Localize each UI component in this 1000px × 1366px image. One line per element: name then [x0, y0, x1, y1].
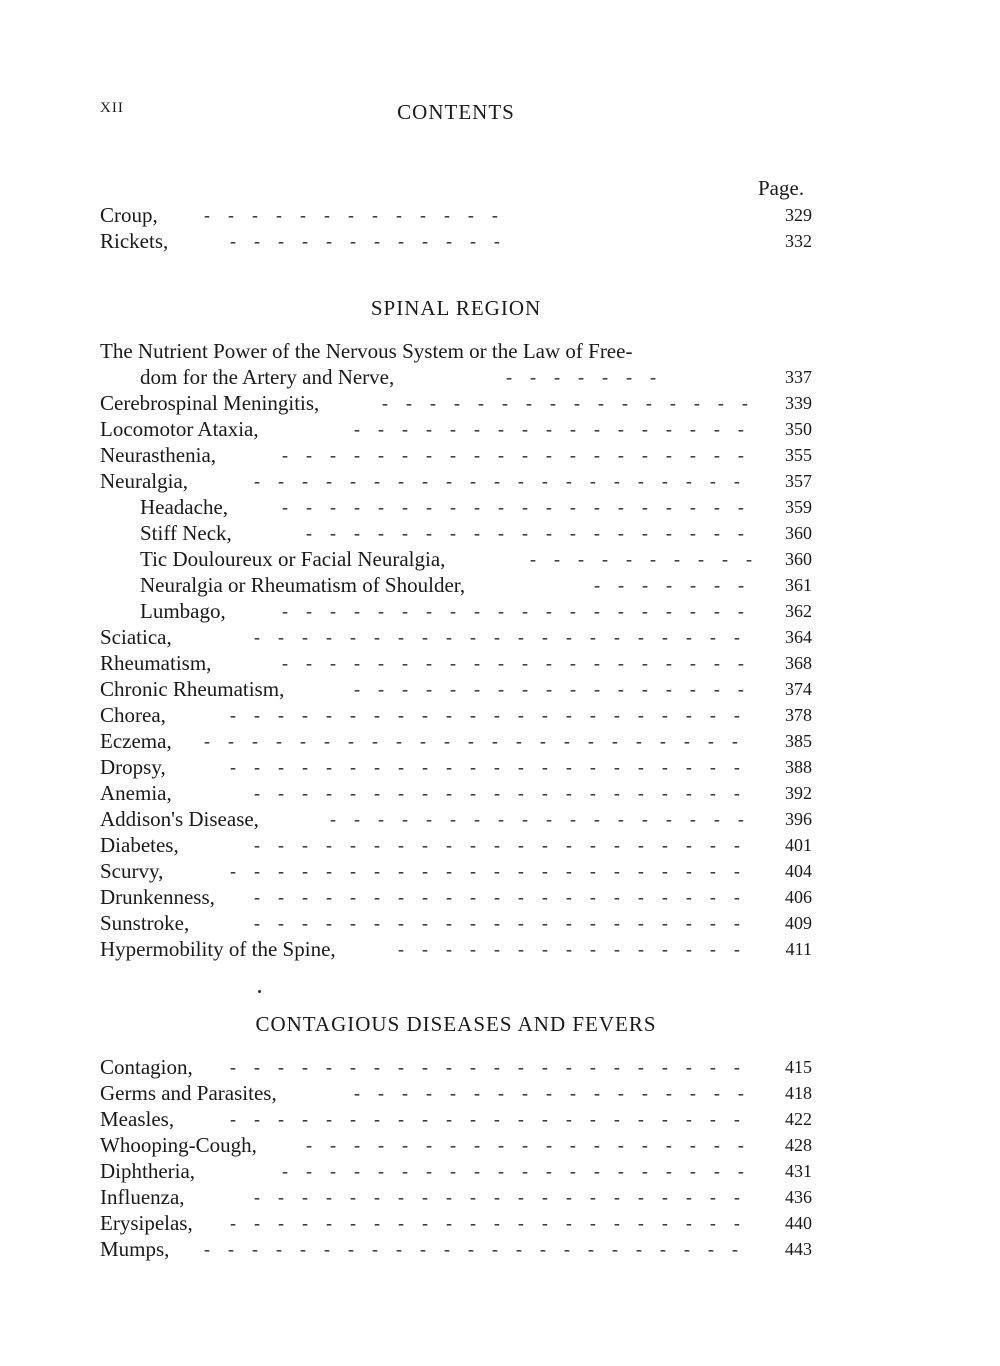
dot-leader: - - - - - - - - - - - - - - - - - - - - — [282, 1161, 744, 1181]
dot-leader: - - - - - - - - - - - - - - - - - - - - — [282, 601, 744, 621]
entry-page: 361 — [785, 575, 812, 595]
entry-page: 364 — [785, 627, 812, 647]
dot-leader: - - - - - - - — [594, 575, 744, 595]
entry-title: Croup, — [100, 203, 158, 227]
dot-leader: - - - - - - - - - - - - - - - - - - - - - - - — [204, 731, 738, 751]
dot-leader: - - - - - - - - - - - - - - - - - - - - - — [254, 783, 740, 803]
entry-page: 368 — [785, 653, 812, 673]
page-folio: XII — [100, 100, 124, 116]
toc-entry — [100, 728, 812, 754]
toc-entry — [100, 442, 812, 468]
entry-page: 329 — [785, 205, 812, 225]
dot-leader: - - - - - - - - - - - - - - - - - — [354, 419, 744, 439]
entry-page: 357 — [785, 471, 812, 491]
toc-entry — [100, 598, 812, 624]
toc-entry — [100, 676, 812, 702]
entry-title: Germs and Parasites, — [100, 1081, 277, 1105]
entry-title: Drunkenness, — [100, 885, 215, 909]
entry-title: Cerebrospinal Meningitis, — [100, 391, 320, 415]
entry-page: 378 — [785, 705, 812, 725]
entry-page: 350 — [785, 419, 812, 439]
dot-leader: - - - - - - - - - - — [530, 549, 752, 569]
toc-entry — [100, 416, 812, 442]
toc-entry — [100, 1158, 812, 1184]
dot-leader: - - - - - - - - - - - - - - - - - - - - - - — [230, 757, 740, 777]
dot-leader: - - - - - - - - - - - - - - - - - - - - - - — [230, 1057, 740, 1077]
dot-leader: - - - - - - - - - - - - - - - - - - - - - — [254, 913, 740, 933]
toc-entry — [100, 364, 812, 390]
entry-title: Locomotor Ataxia, — [100, 417, 259, 441]
entry-page: 436 — [785, 1187, 812, 1207]
entry-title: Chronic Rheumatism, — [100, 677, 285, 701]
entry-title: Measles, — [100, 1107, 175, 1131]
toc-entry — [100, 390, 812, 416]
toc-entry — [100, 1132, 812, 1158]
entry-page: 332 — [785, 231, 812, 251]
toc-entry — [100, 624, 812, 650]
entry-title: Diabetes, — [100, 833, 179, 857]
entry-title: Rickets, — [100, 229, 169, 253]
toc-entry — [100, 702, 812, 728]
entry-page: 401 — [785, 835, 812, 855]
dot-leader: - - - - - - - - - - - - - - - - - - - - - - - — [204, 1239, 738, 1259]
toc-entry — [100, 780, 812, 806]
dot-leader: - - - - - - - - - - - - - - - - - - - - - — [254, 887, 740, 907]
dot-leader: - - - - - - - - - - - - - - - - - - - - - - — [230, 705, 740, 725]
dot-leader: - - - - - - - - - - - - - - - - - - - - - — [254, 835, 740, 855]
entry-page: 388 — [785, 757, 812, 777]
entry-page: 409 — [785, 913, 812, 933]
section-heading-spinal: SPINAL REGION — [370, 296, 542, 320]
dot-leader: - - - - - - - - - - - - - - - - - - - - — [282, 653, 744, 673]
toc-entry — [100, 650, 812, 676]
entry-title: Contagion, — [100, 1055, 193, 1079]
dot-leader: - - - - - - - - - - - - - - - - - - - - — [282, 497, 744, 517]
dot-leader: - - - - - - - - - - - - - - - - - - - - - - — [230, 1109, 740, 1129]
entry-page: 355 — [785, 445, 812, 465]
entry-title: Chorea, — [100, 703, 166, 727]
toc-entry — [100, 520, 812, 546]
entry-title: Sunstroke, — [100, 911, 190, 935]
entry-page: 443 — [785, 1239, 812, 1259]
dot-leader: - - - - - - - - - - - - - - - - - - - - - - — [230, 861, 740, 881]
running-head — [100, 100, 812, 130]
entry-title: Scurvy, — [100, 859, 164, 883]
toc-entry — [100, 202, 812, 228]
entry-title: Addison's Disease, — [100, 807, 259, 831]
toc-entry — [100, 1106, 812, 1132]
entry-title: Headache, — [140, 495, 229, 519]
entry-page: 339 — [785, 393, 812, 413]
toc-entry — [100, 468, 812, 494]
entry-page: 418 — [785, 1083, 812, 1103]
entry-title: Stiff Neck, — [140, 521, 232, 545]
entry-page: 406 — [785, 887, 812, 907]
toc-entry — [100, 572, 812, 598]
dot-leader: - - - - - - - — [506, 367, 656, 387]
toc-entry — [100, 806, 812, 832]
toc-entry — [100, 1080, 812, 1106]
entry-title-line2: dom for the Artery and Nerve, — [140, 365, 395, 389]
entry-page: 385 — [785, 731, 812, 751]
dot-leader: - - - - - - - - - - - - - - - - - - - - - — [254, 1187, 740, 1207]
entry-page: 431 — [785, 1161, 812, 1181]
entry-page: 360 — [785, 523, 812, 543]
entry-page: 422 — [785, 1109, 812, 1129]
dot-leader: - - - - - - - - - - - - - - - - - — [354, 679, 744, 699]
entry-title-line1: The Nutrient Power of the Nervous System or the Law of Free- — [100, 339, 633, 363]
toc-entry — [100, 546, 812, 572]
dot-leader: - - - - - - - - - - - - - - - - - - - - - — [254, 471, 740, 491]
section-heading-contagious: CONTAGIOUS DISEASES AND FEVERS — [255, 1012, 657, 1036]
entry-title: Anemia, — [100, 781, 172, 805]
entry-page: 404 — [785, 861, 812, 881]
entry-page: 411 — [785, 939, 812, 959]
entry-title: Eczema, — [100, 729, 172, 753]
entry-page: 360 — [785, 549, 812, 569]
dot-leader: - - - - - - - - - - - - - - - - — [382, 393, 748, 413]
dot-leader: - - - - - - - - - - - - - - - - - - — [330, 809, 744, 829]
toc-entry — [100, 754, 812, 780]
page-column-label: Page. — [758, 176, 805, 200]
toc-entry — [100, 936, 812, 962]
dot-leader: - - - - - - - - - - - - — [230, 231, 500, 251]
entry-page: 440 — [785, 1213, 812, 1233]
dot-leader: - - - - - - - - - - - - - - - — [398, 939, 740, 959]
dot-leader: - - - - - - - - - - - - - - - - - - - - - — [254, 627, 740, 647]
dot-leader: - - - - - - - - - - - - - - - - - - - — [306, 1135, 744, 1155]
toc-entry — [100, 1054, 812, 1080]
entry-title: Rheumatism, — [100, 651, 212, 675]
toc-entry — [100, 884, 812, 910]
entry-title: Whooping-Cough, — [100, 1133, 257, 1157]
toc-entry — [100, 1236, 812, 1262]
entry-title: Erysipelas, — [100, 1211, 193, 1235]
toc-entry — [100, 228, 812, 254]
toc-entry — [100, 910, 812, 936]
entry-title: Tic Douloureux or Facial Neuralgia, — [140, 547, 446, 571]
entry-page: 359 — [785, 497, 812, 517]
dot-leader: - - - - - - - - - - - - - - - - - - - — [306, 523, 744, 543]
toc-entry — [100, 494, 812, 520]
dot-leader: - - - - - - - - - - - - - — [204, 205, 498, 225]
entry-page: 428 — [785, 1135, 812, 1155]
stray-mark — [258, 990, 261, 993]
dot-leader: - - - - - - - - - - - - - - - - - - - - — [282, 445, 744, 465]
entry-title: Influenza, — [100, 1185, 185, 1209]
entry-page: 362 — [785, 601, 812, 621]
entry-title: Sciatica, — [100, 625, 172, 649]
entry-page: 415 — [785, 1057, 812, 1077]
entry-title: Dropsy, — [100, 755, 166, 779]
entry-page: 396 — [785, 809, 812, 829]
entry-page: 392 — [785, 783, 812, 803]
entry-page: 374 — [785, 679, 812, 699]
toc-entry — [100, 832, 812, 858]
dot-leader: - - - - - - - - - - - - - - - - - — [354, 1083, 744, 1103]
entry-title: Lumbago, — [140, 599, 226, 623]
dot-leader: - - - - - - - - - - - - - - - - - - - - - - — [230, 1213, 740, 1233]
entry-title: Hypermobility of the Spine, — [100, 937, 336, 961]
toc-entry — [100, 1210, 812, 1236]
page-title: CONTENTS — [397, 100, 515, 124]
entry-title: Neuralgia or Rheumatism of Shoulder, — [140, 573, 466, 597]
entry-title: Neurasthenia, — [100, 443, 217, 467]
entry-title: Neuralgia, — [100, 469, 189, 493]
toc-entry — [100, 1184, 812, 1210]
toc-entry — [100, 858, 812, 884]
entry-title: Diphtheria, — [100, 1159, 196, 1183]
entry-page: 337 — [785, 367, 812, 387]
entry-title: Mumps, — [100, 1237, 170, 1261]
